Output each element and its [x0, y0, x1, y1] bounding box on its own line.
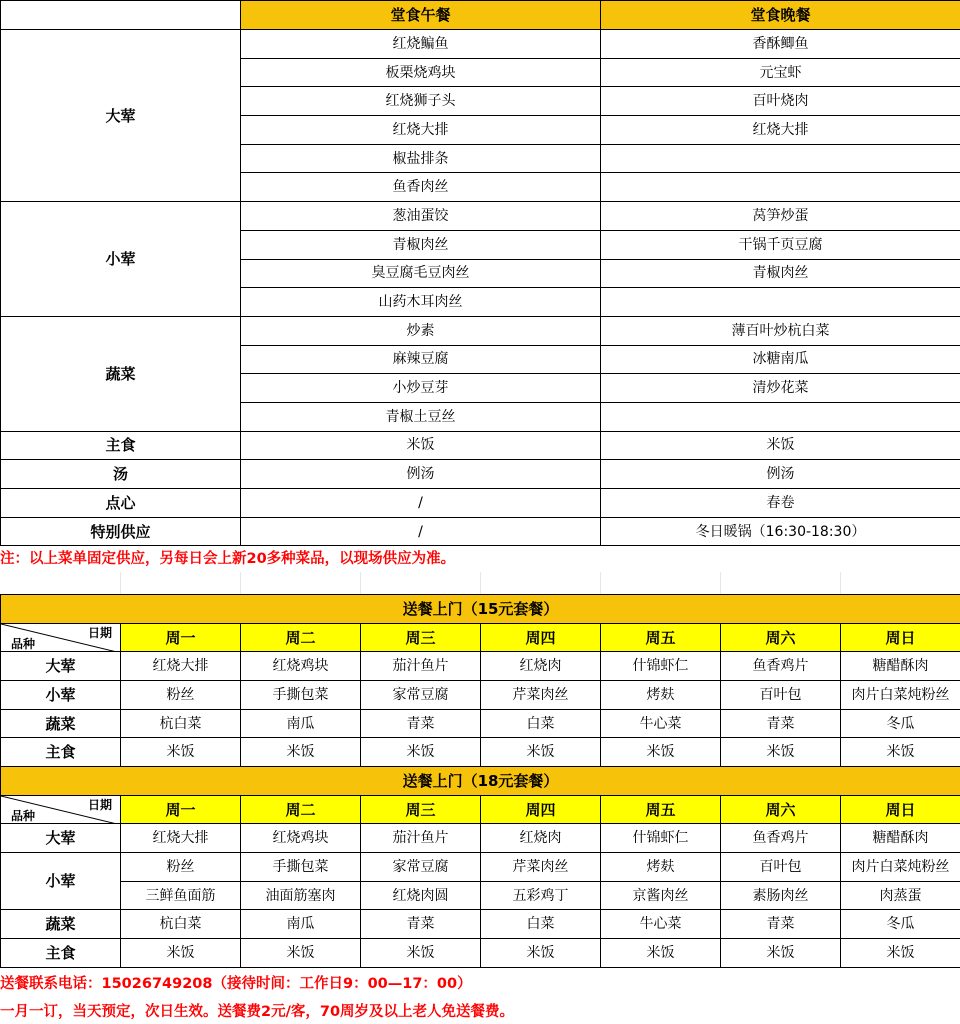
set-row	[1, 652, 960, 681]
set-dish-cell: 牛心菜	[601, 709, 721, 738]
day-header-cell: 周六	[721, 795, 841, 824]
set-dish-cell: 红烧鸡块	[241, 652, 361, 681]
day-header-row	[1, 795, 960, 824]
day-header-cell: 周一	[121, 795, 241, 824]
dinner-dish-cell: 冰糖南瓜	[601, 345, 960, 374]
dine-row	[1, 460, 960, 489]
day-header-cell: 周五	[601, 623, 721, 652]
set-category-cell: 大荤	[1, 652, 121, 681]
set-dish-cell: 青菜	[721, 910, 841, 939]
dine-row	[1, 517, 960, 546]
set-row	[1, 824, 960, 853]
set-title: 送餐上门（18元套餐）	[1, 767, 960, 796]
lunch-dish-cell: 山药木耳肉丝	[241, 288, 601, 317]
dinner-dish-cell	[601, 144, 960, 173]
set-dish-cell: 茄汁鱼片	[361, 824, 481, 853]
dinner-dish-cell: 青椒肉丝	[601, 259, 960, 288]
day-header-cell: 周三	[361, 623, 481, 652]
corner-top-label: 日期	[87, 625, 112, 640]
lunch-dish-cell: 葱油蛋饺	[241, 202, 601, 231]
category-cell: 特别供应	[1, 517, 241, 546]
dine-row	[1, 489, 960, 518]
set-dish-cell: 五彩鸡丁	[481, 881, 601, 910]
set-dish-cell: 冬瓜	[841, 910, 960, 939]
day-header-cell: 周二	[241, 623, 361, 652]
set-dish-cell: 油面筋塞肉	[241, 881, 361, 910]
corner-bottom-label: 品种	[11, 637, 36, 652]
lunch-header: 堂食午餐	[241, 1, 601, 30]
set-dish-cell: 白菜	[481, 709, 601, 738]
corner-top-label: 日期	[87, 797, 112, 812]
dine-row	[1, 431, 960, 460]
set-title-row	[1, 767, 960, 796]
category-cell: 汤	[1, 460, 241, 489]
category-cell: 大荤	[1, 30, 241, 202]
lunch-dish-cell: /	[241, 489, 601, 518]
dinner-dish-cell: 薄百叶炒杭白菜	[601, 316, 960, 345]
lunch-dish-cell: 红烧鳊鱼	[241, 30, 601, 59]
lunch-dish-cell: 米饭	[241, 431, 601, 460]
set-dish-cell: 青菜	[361, 709, 481, 738]
dinner-dish-cell	[601, 288, 960, 317]
set-row	[1, 910, 960, 939]
set-category-cell: 大荤	[1, 824, 121, 853]
dinner-dish-cell: 百叶烧肉	[601, 87, 960, 116]
day-header-cell: 周五	[601, 795, 721, 824]
lunch-dish-cell: 鱼香肉丝	[241, 173, 601, 202]
day-header-cell: 周日	[841, 623, 960, 652]
lunch-dish-cell: 板栗烧鸡块	[241, 58, 601, 87]
set-dish-cell: 三鲜鱼面筋	[121, 881, 241, 910]
set-dish-cell: 南瓜	[241, 910, 361, 939]
set-dish-cell: 什锦虾仁	[601, 824, 721, 853]
set-dish-cell: 米饭	[841, 738, 960, 767]
corner-diagonal-cell	[1, 795, 121, 824]
set-dish-cell: 米饭	[721, 939, 841, 968]
set-dish-cell: 京酱肉丝	[601, 881, 721, 910]
set-dish-cell: 青菜	[721, 709, 841, 738]
set-dish-cell: 米饭	[121, 738, 241, 767]
set-category-cell: 蔬菜	[1, 709, 121, 738]
set-dish-cell: 芹菜肉丝	[481, 853, 601, 882]
set-dish-cell: 鱼香鸡片	[721, 652, 841, 681]
set-dish-cell: 米饭	[481, 939, 601, 968]
lunch-dish-cell: 椒盐排条	[241, 144, 601, 173]
day-header-cell: 周日	[841, 795, 960, 824]
dinner-dish-cell: 红烧大排	[601, 116, 960, 145]
set-category-cell: 蔬菜	[1, 910, 121, 939]
corner-bottom-label: 品种	[11, 809, 36, 824]
dinner-dish-cell: 冬日暖锅（16:30-18:30）	[601, 517, 960, 546]
set-row	[1, 709, 960, 738]
set-dish-cell: 米饭	[601, 738, 721, 767]
set-dish-cell: 糖醋酥肉	[841, 824, 960, 853]
day-header-cell: 周四	[481, 795, 601, 824]
day-header-cell: 周二	[241, 795, 361, 824]
set-dish-cell: 红烧肉	[481, 652, 601, 681]
dine-row	[1, 316, 960, 345]
delivery-set-18-table	[0, 766, 960, 968]
lunch-dish-cell: 炒素	[241, 316, 601, 345]
set-dish-cell: 杭白菜	[121, 910, 241, 939]
set-dish-cell: 家常豆腐	[361, 853, 481, 882]
dinner-dish-cell: 莴笋炒蛋	[601, 202, 960, 231]
dinner-dish-cell	[601, 402, 960, 431]
set-dish-cell: 烤麸	[601, 681, 721, 710]
category-cell: 主食	[1, 431, 241, 460]
set-dish-cell: 牛心菜	[601, 910, 721, 939]
set-row	[1, 853, 960, 882]
set-dish-cell: 米饭	[601, 939, 721, 968]
set-title: 送餐上门（15元套餐）	[1, 595, 960, 624]
day-header-row	[1, 623, 960, 652]
set-dish-cell: 红烧大排	[121, 652, 241, 681]
dinner-dish-cell: 香酥鲫鱼	[601, 30, 960, 59]
dinner-dish-cell: 例汤	[601, 460, 960, 489]
dinner-dish-cell: 干锅千页豆腐	[601, 230, 960, 259]
set-dish-cell: 百叶包	[721, 681, 841, 710]
set-dish-cell: 粉丝	[121, 681, 241, 710]
spacer-gridlines	[0, 572, 960, 594]
set-category-cell: 主食	[1, 738, 121, 767]
delivery-rules: 一月一订，当天预定，次日生效。送餐费2元/客，70周岁及以上老人免送餐费。	[0, 1004, 515, 1020]
set-dish-cell: 百叶包	[721, 853, 841, 882]
set-dish-cell: 肉蒸蛋	[841, 881, 960, 910]
dinner-dish-cell: 清炒花菜	[601, 374, 960, 403]
lunch-dish-cell: 红烧大排	[241, 116, 601, 145]
set-row	[1, 681, 960, 710]
set-dish-cell: 粉丝	[121, 853, 241, 882]
lunch-dish-cell: 麻辣豆腐	[241, 345, 601, 374]
dinner-dish-cell: 元宝虾	[601, 58, 960, 87]
set-dish-cell: 米饭	[361, 939, 481, 968]
set-dish-cell: 鱼香鸡片	[721, 824, 841, 853]
set-dish-cell: 手撕包菜	[241, 853, 361, 882]
day-header-cell: 周一	[121, 623, 241, 652]
set-dish-cell: 米饭	[121, 939, 241, 968]
lunch-dish-cell: 青椒肉丝	[241, 230, 601, 259]
dinner-dish-cell	[601, 173, 960, 202]
category-cell: 蔬菜	[1, 316, 241, 431]
set-dish-cell: 米饭	[481, 738, 601, 767]
lunch-dish-cell: 臭豆腐毛豆肉丝	[241, 259, 601, 288]
set-dish-cell: 红烧大排	[121, 824, 241, 853]
set-dish-cell: 红烧肉	[481, 824, 601, 853]
set-dish-cell: 青菜	[361, 910, 481, 939]
day-header-cell: 周四	[481, 623, 601, 652]
day-header-cell: 周三	[361, 795, 481, 824]
set-dish-cell: 米饭	[241, 738, 361, 767]
lunch-dish-cell: 例汤	[241, 460, 601, 489]
dine-row	[1, 30, 960, 59]
lunch-dish-cell: 红烧狮子头	[241, 87, 601, 116]
set-row	[1, 738, 960, 767]
set-dish-cell: 什锦虾仁	[601, 652, 721, 681]
set-dish-cell: 茄汁鱼片	[361, 652, 481, 681]
corner-diagonal-cell	[1, 623, 121, 652]
set-dish-cell: 素肠肉丝	[721, 881, 841, 910]
dine-row	[1, 202, 960, 231]
menu-note: 注：以上菜单固定供应，另每日会上新20多种菜品，以现场供应为准。	[0, 551, 456, 567]
set-dish-cell: 冬瓜	[841, 709, 960, 738]
delivery-set-15-body	[1, 595, 960, 767]
delivery-set-18-body	[1, 767, 960, 968]
set-dish-cell: 米饭	[361, 738, 481, 767]
set-dish-cell: 糖醋酥肉	[841, 652, 960, 681]
set-dish-cell: 烤麸	[601, 853, 721, 882]
set-dish-cell: 白菜	[481, 910, 601, 939]
lunch-dish-cell: /	[241, 517, 601, 546]
set-title-row	[1, 595, 960, 624]
set-dish-cell: 芹菜肉丝	[481, 681, 601, 710]
set-dish-cell: 肉片白菜炖粉丝	[841, 853, 960, 882]
set-dish-cell: 米饭	[721, 738, 841, 767]
set-dish-cell: 红烧鸡块	[241, 824, 361, 853]
dinner-dish-cell: 春卷	[601, 489, 960, 518]
dinner-header: 堂食晚餐	[601, 1, 960, 30]
set-dish-cell: 手撕包菜	[241, 681, 361, 710]
set-row	[1, 939, 960, 968]
day-header-cell: 周六	[721, 623, 841, 652]
set-dish-cell: 肉片白菜炖粉丝	[841, 681, 960, 710]
set-category-cell: 小荤	[1, 681, 121, 710]
lunch-dish-cell: 小炒豆芽	[241, 374, 601, 403]
set-dish-cell: 米饭	[241, 939, 361, 968]
set-category-cell: 主食	[1, 939, 121, 968]
set-dish-cell: 家常豆腐	[361, 681, 481, 710]
category-cell: 点心	[1, 489, 241, 518]
set-dish-cell: 红烧肉圆	[361, 881, 481, 910]
set-dish-cell: 杭白菜	[121, 709, 241, 738]
corner-empty-cell	[1, 1, 241, 30]
category-cell: 小荤	[1, 202, 241, 317]
set-row	[1, 881, 960, 910]
delivery-contact: 送餐联系电话：15026749208（接待时间：工作日9：00—17：00）	[0, 976, 472, 992]
lunch-dish-cell: 青椒土豆丝	[241, 402, 601, 431]
dinner-dish-cell: 米饭	[601, 431, 960, 460]
dine-in-menu-body	[1, 1, 960, 546]
delivery-set-15-table	[0, 594, 960, 767]
set-category-cell: 小荤	[1, 853, 121, 910]
set-dish-cell: 南瓜	[241, 709, 361, 738]
set-dish-cell: 米饭	[841, 939, 960, 968]
